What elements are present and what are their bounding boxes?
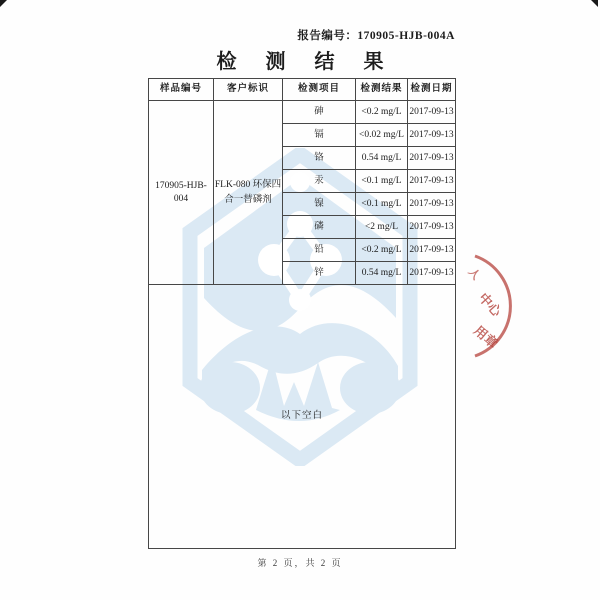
test-item-cell: 锌 (283, 262, 356, 285)
page-number-footer: 第 2 页，共 2 页 (257, 558, 343, 568)
test-date-cell: 2017-09-13 (408, 101, 456, 124)
blank-row (149, 285, 456, 549)
page-title: 检 测 结 果 (216, 51, 396, 73)
seal-text-fragment: 人 (465, 266, 482, 283)
customer-id-line: 合一替磷剂 (224, 194, 272, 205)
test-item-cell: 镉 (283, 124, 356, 147)
test-result-cell: <0.2 mg/L (356, 239, 408, 262)
test-result-cell: <2 mg/L (356, 216, 408, 239)
column-header-test-result: 检测结果 (356, 79, 408, 101)
test-date-cell: 2017-09-13 (408, 147, 456, 170)
test-result-cell: <0.2 mg/L (356, 101, 408, 124)
test-result-cell: 0.54 mg/L (356, 262, 408, 285)
sample-id-cell: 170905-HJB-004 (149, 101, 214, 285)
test-result-cell: <0.1 mg/L (356, 170, 408, 193)
seal-text-fragment: 中心 (475, 289, 505, 320)
column-header-test-item: 检测项目 (283, 79, 356, 101)
customer-id-cell (214, 101, 283, 285)
report-number-line (297, 27, 455, 43)
test-date-cell: 2017-09-13 (408, 124, 456, 147)
test-result-cell: <0.1 mg/L (356, 193, 408, 216)
customer-id-line: FLK-080 环保四 (214, 180, 282, 191)
test-item-cell: 砷 (283, 101, 356, 124)
scan-corner-mark (591, 0, 598, 7)
test-item-cell: 磷 (283, 216, 356, 239)
test-date-cell: 2017-09-13 (408, 216, 456, 239)
results-tbody (149, 101, 456, 285)
test-date-cell: 2017-09-13 (408, 170, 456, 193)
column-header-test-date: 检测日期 (408, 79, 456, 101)
table-row (149, 101, 456, 124)
report-number-label: 报告编号： (297, 30, 358, 42)
column-header-customer-id: 客户标识 (214, 79, 283, 101)
seal-text-fragment: 用章 (471, 322, 501, 352)
test-result-cell: 0.54 mg/L (356, 147, 408, 170)
table-header-row (149, 79, 456, 101)
column-header-sample-id: 样品编号 (149, 79, 214, 101)
test-result-cell: <0.02 mg/L (356, 124, 408, 147)
test-date-cell: 2017-09-13 (408, 193, 456, 216)
results-table (148, 78, 456, 549)
test-date-cell: 2017-09-13 (408, 239, 456, 262)
test-item-cell: 汞 (283, 170, 356, 193)
official-seal-stamp (451, 252, 529, 362)
scan-corner-mark (0, 0, 7, 7)
below-blank-label: 以下空白 (280, 411, 323, 422)
test-item-cell: 铬 (283, 147, 356, 170)
blank-cell (149, 285, 456, 549)
report-number-value: 170905-HJB-004A (357, 30, 455, 42)
test-date-cell: 2017-09-13 (408, 262, 456, 285)
test-item-cell: 铅 (283, 239, 356, 262)
test-item-cell: 镍 (283, 193, 356, 216)
